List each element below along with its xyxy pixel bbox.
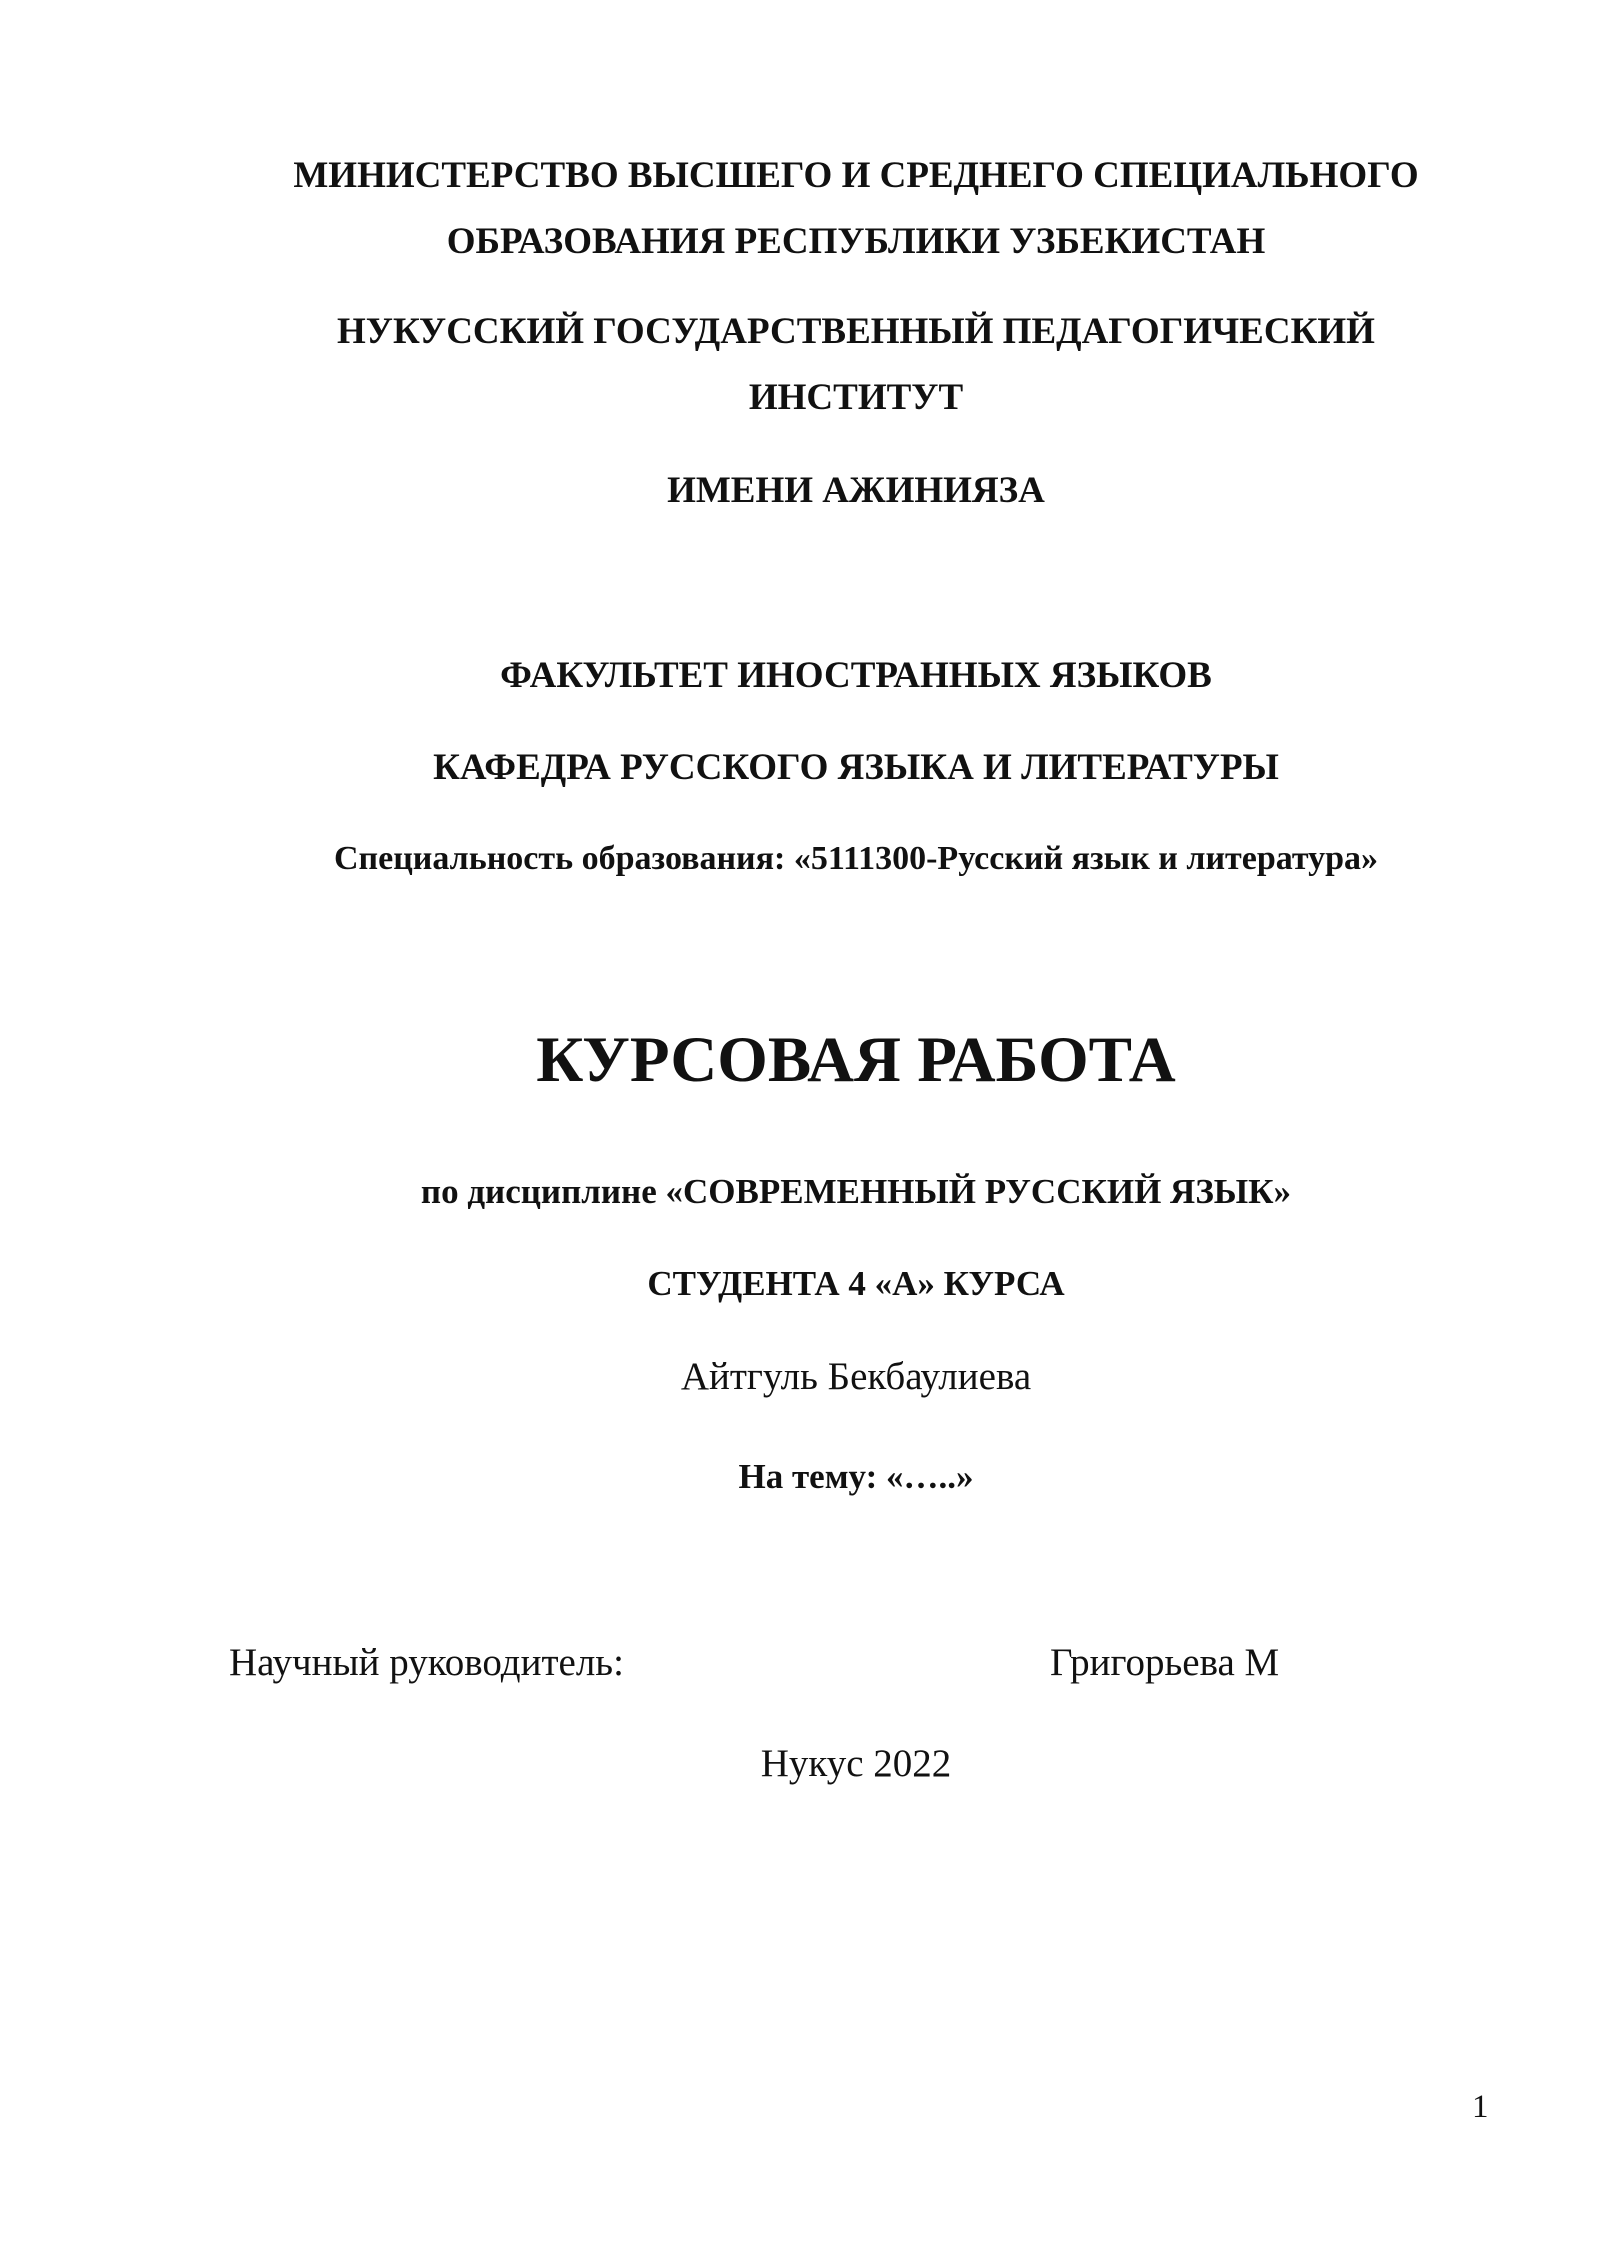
student-name: Айтгуль Бекбаулиева bbox=[680, 1355, 1032, 1398]
ministry-line-1: МИНИСТЕРСТВО ВЫСШЕГО И СРЕДНЕГО СПЕЦИАЛЬНОГО bbox=[293, 155, 1419, 196]
institute-line-1: НУКУССКИЙ ГОСУДАРСТВЕННЫЙ ПЕДАГОГИЧЕСКИЙ bbox=[337, 311, 1375, 352]
city-year: Нукус 2022 bbox=[760, 1742, 952, 1785]
department-heading: КАФЕДРА РУССКОГО ЯЗЫКА И ЛИТЕРАТУРЫ bbox=[433, 747, 1279, 788]
page-number: 1 bbox=[1472, 2089, 1489, 2125]
ministry-line-2: ОБРАЗОВАНИЯ РЕСПУБЛИКИ УЗБЕКИСТАН bbox=[446, 221, 1266, 262]
faculty-heading: ФАКУЛЬТЕТ ИНОСТРАННЫХ ЯЗЫКОВ bbox=[500, 655, 1212, 696]
supervisor-label: Научный руководитель: bbox=[229, 1641, 624, 1684]
student-course-line: СТУДЕНТА 4 «А» КУРСА bbox=[647, 1264, 1065, 1303]
discipline-line: по дисциплине «СОВРЕМЕННЫЙ РУССКИЙ ЯЗЫК» bbox=[420, 1172, 1292, 1211]
specialty-line: Специальность образования: «5111300-Русский язык и литература» bbox=[333, 840, 1379, 877]
institute-line-2: ИНСТИТУТ bbox=[748, 377, 964, 418]
document-title: КУРСОВАЯ РАБОТА bbox=[536, 1024, 1176, 1096]
supervisor-name: Григорьева М bbox=[1050, 1641, 1280, 1684]
institute-line-3: ИМЕНИ АЖИНИЯЗА bbox=[667, 470, 1045, 511]
topic-line: На тему: «…..» bbox=[738, 1457, 974, 1496]
